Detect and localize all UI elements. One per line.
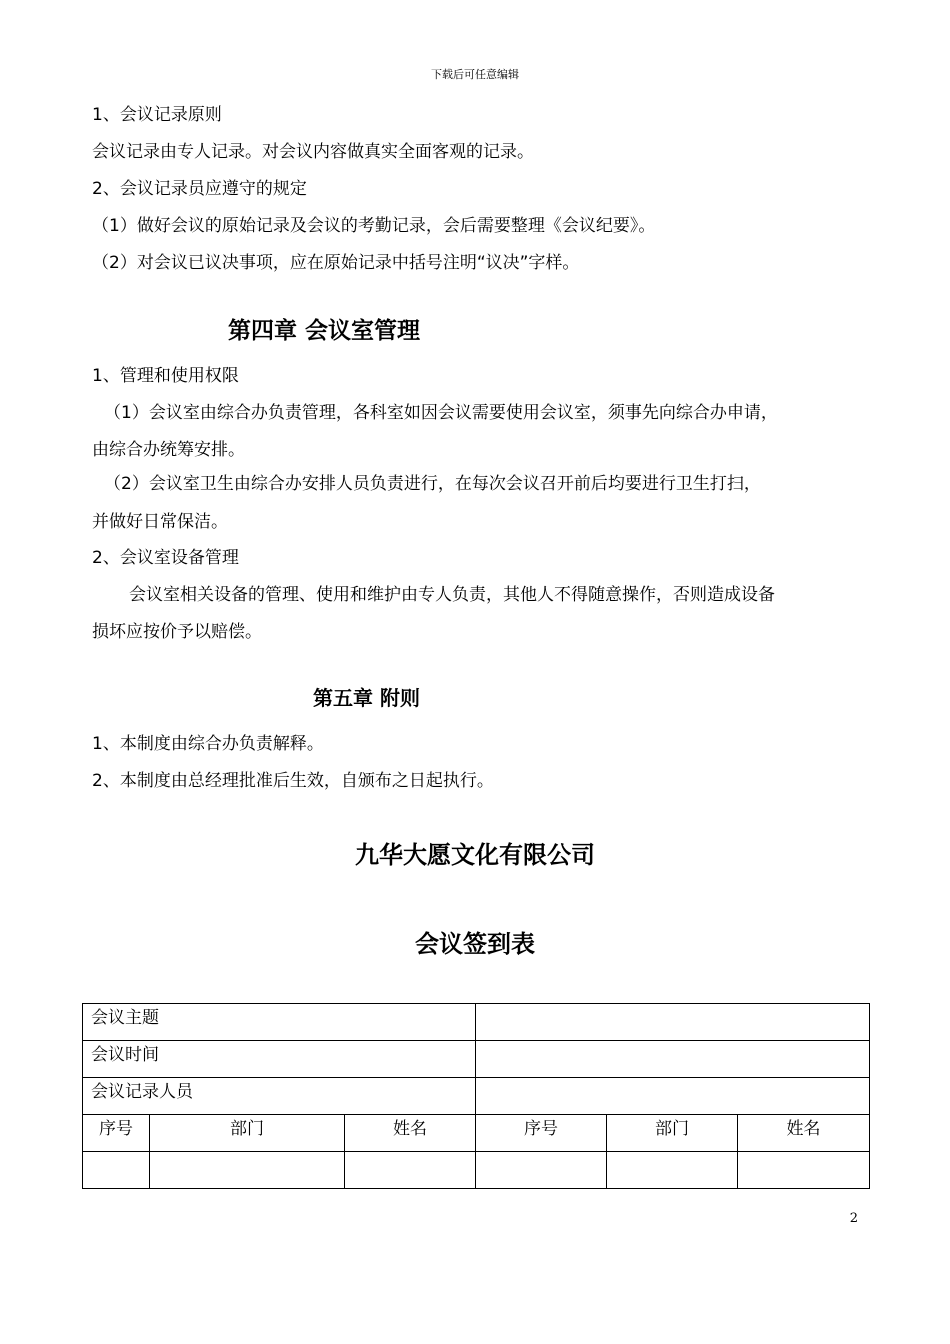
meeting-record-principle-text: 会议记录由专人记录。对会议内容做真实全面客观的记录。	[92, 142, 534, 162]
recorder-rule-2: （2）对会议已议决事项，应在原始记录中括号注明“议决”字样。	[92, 253, 580, 273]
column-header-index: 序号	[476, 1115, 607, 1152]
page-number: 2	[849, 1211, 858, 1226]
recorder-rules-heading: 2、会议记录员应遵守的规定	[92, 179, 307, 199]
signin-table	[82, 1003, 870, 1189]
equipment-management-text-a: 会议室相关设备的管理、使用和维护由专人负责，其他人不得随意操作，否则造成设备	[129, 585, 775, 605]
header-note: 下载后可任意编辑	[431, 68, 519, 81]
table-header-row	[83, 1115, 870, 1152]
chapter4-title: 第四章 会议室管理	[228, 318, 421, 344]
meeting-record-principle-heading: 1、会议记录原则	[92, 105, 222, 125]
column-header-index: 序号	[83, 1115, 150, 1152]
appendix-item-1: 1、本制度由综合办负责解释。	[92, 734, 324, 754]
topic-label: 会议主题	[83, 1004, 476, 1041]
equipment-management-text-b: 损坏应按价予以赔偿。	[92, 622, 262, 642]
equipment-management-heading: 2、会议室设备管理	[92, 548, 239, 568]
usage-permission-item-1b: 由综合办统筹安排。	[92, 440, 245, 460]
usage-permission-heading: 1、管理和使用权限	[92, 366, 239, 386]
company-name: 九华大愿文化有限公司	[355, 841, 595, 869]
table-row	[83, 1041, 870, 1078]
usage-permission-item-1a: （1）会议室由综合办负责管理，各科室如因会议需要使用会议室，须事先向综合办申请，	[104, 403, 778, 423]
recorder-rule-1: （1）做好会议的原始记录及会议的考勤记录，会后需要整理《会议纪要》。	[92, 216, 656, 236]
column-header-department: 部门	[150, 1115, 345, 1152]
column-header-name: 姓名	[738, 1115, 870, 1152]
topic-value-cell[interactable]	[476, 1004, 870, 1041]
time-value-cell[interactable]	[476, 1041, 870, 1078]
empty-cell[interactable]	[607, 1152, 738, 1189]
table-row	[83, 1004, 870, 1041]
empty-cell[interactable]	[345, 1152, 476, 1189]
column-header-name: 姓名	[345, 1115, 476, 1152]
empty-cell[interactable]	[738, 1152, 870, 1189]
usage-permission-item-2a: （2）会议室卫生由综合办安排人员负责进行，在每次会议召开前后均要进行卫生打扫，	[104, 474, 761, 494]
column-header-department: 部门	[607, 1115, 738, 1152]
table-row	[83, 1078, 870, 1115]
recorder-label: 会议记录人员	[83, 1078, 476, 1115]
table-row	[83, 1152, 870, 1189]
usage-permission-item-2b: 并做好日常保洁。	[92, 512, 228, 532]
recorder-value-cell[interactable]	[476, 1078, 870, 1115]
form-title: 会议签到表	[415, 930, 535, 958]
chapter5-title: 第五章 附则	[313, 686, 420, 710]
empty-cell[interactable]	[150, 1152, 345, 1189]
empty-cell[interactable]	[476, 1152, 607, 1189]
empty-cell[interactable]	[83, 1152, 150, 1189]
appendix-item-2: 2、本制度由总经理批准后生效，自颁布之日起执行。	[92, 771, 494, 791]
time-label: 会议时间	[83, 1041, 476, 1078]
